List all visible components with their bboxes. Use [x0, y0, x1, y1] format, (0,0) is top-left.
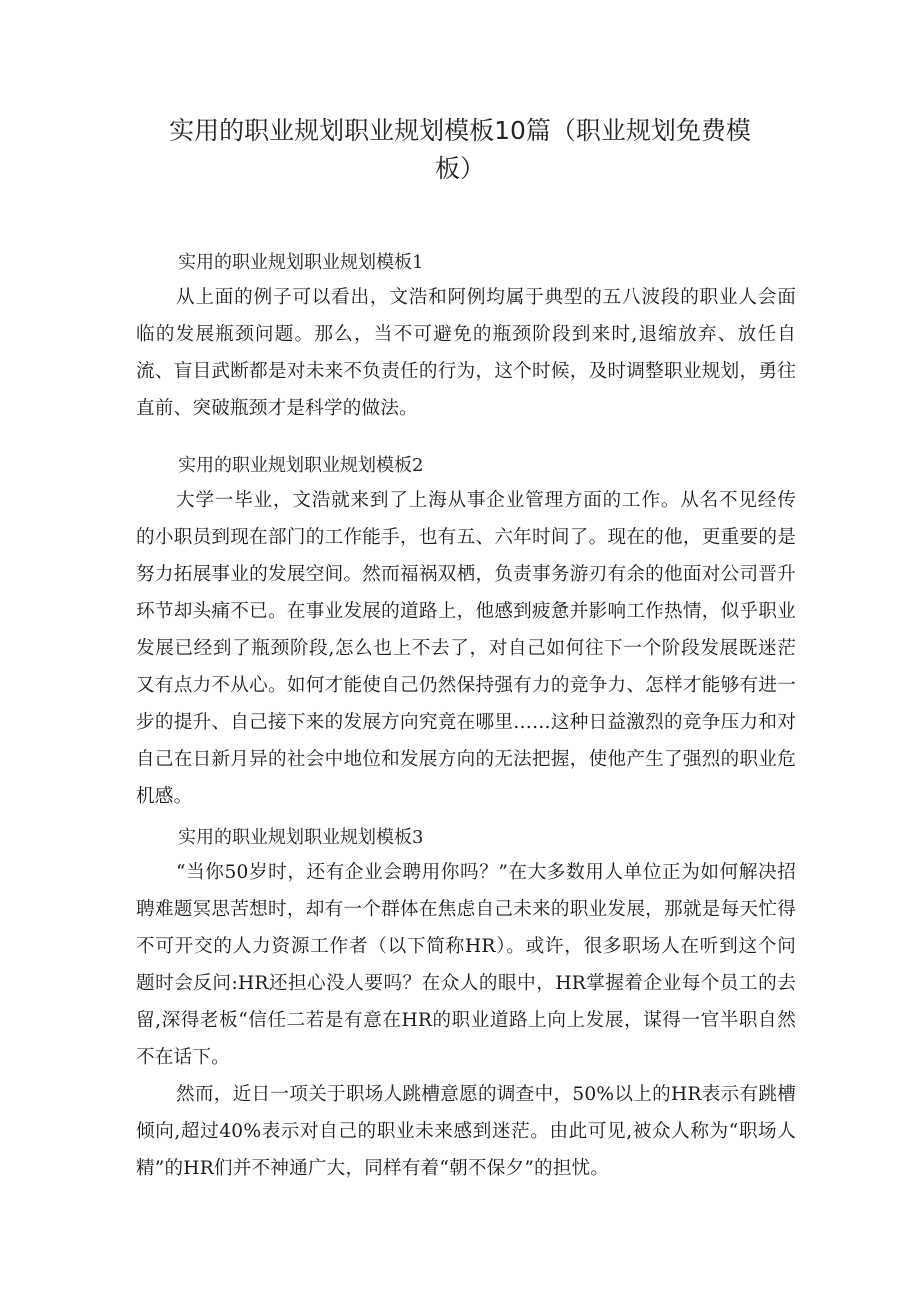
section-heading: 实用的职业规划职业规划模板1: [178, 252, 424, 273]
section-template-1: [136, 248, 796, 427]
section-paragraph: 从上面的例子可以看出，文浩和阿例均属于典型的五八波段的职业人会面临的发展瓶颈问题。那么，当不可避免的瓶颈阶段到来时,退缩放弃、放任自流、盲目武断都是对未来不负责任的行为，这个时候，及时调整职业规划，勇往直前、突破瓶颈才是科学的做法。: [136, 287, 796, 419]
section-heading: 实用的职业规划职业规划模板2: [178, 455, 424, 476]
section-template-2: [136, 451, 796, 815]
document-title: 实用的职业规划职业规划模板10篇（职业规划免费模板）: [169, 116, 751, 183]
section-paragraph: 大学一毕业，文浩就来到了上海从事企业管理方面的工作。从名不见经传的小职员到现在部门的工作能手，也有五、六年时间了。现在的他，更重要的是努力拓展事业的发展空间。然而福祸双栖，负责事务游刃有余的他面对公司晋升环节却头痛不已。在事业发展的道路上，他感到疲惫并影响工作热情，似乎职业发展已经到了瓶颈阶段,怎么也上不去了，对自己如何往下一个阶段发展既迷茫又有点力不从心。如何才能使自己仍然保持强有力的竞争力、怎样才能够有进一步的提升、自己接下来的发展方向究竟在哪里……这种日益激烈的竞争压力和对自己在日新月异的社会中地位和发展方向的无法把握，使他产生了强烈的职业危机感。: [136, 490, 796, 807]
section-paragraph: 然而，近日一项关于职场人跳槽意愿的调查中，50%以上的HR表示有跳槽倾向,超过40%表示对自己的职业未来感到迷茫。由此可见,被众人称为“职场人精”的HR们并不神通广大，同样有着“朝不保夕”的担忧。: [136, 1084, 796, 1179]
section-template-3: [136, 823, 796, 1187]
section-heading: 实用的职业规划职业规划模板3: [178, 827, 424, 848]
section-paragraph: “当你50岁时，还有企业会聘用你吗？”在大多数用人单位正为如何解决招聘难题冥思苦想时，却有一个群体在焦虑自己未来的职业发展，那就是每天忙得不可开交的人力资源工作者（以下简称HR）。或许，很多职场人在听到这个问题时会反问:HR还担心没人要吗？在众人的眼中，HR掌握着企业每个员工的去留,深得老板“信任二若是有意在HR的职业道路上向上发展，谋得一官半职自然不在话下。: [136, 862, 796, 1068]
